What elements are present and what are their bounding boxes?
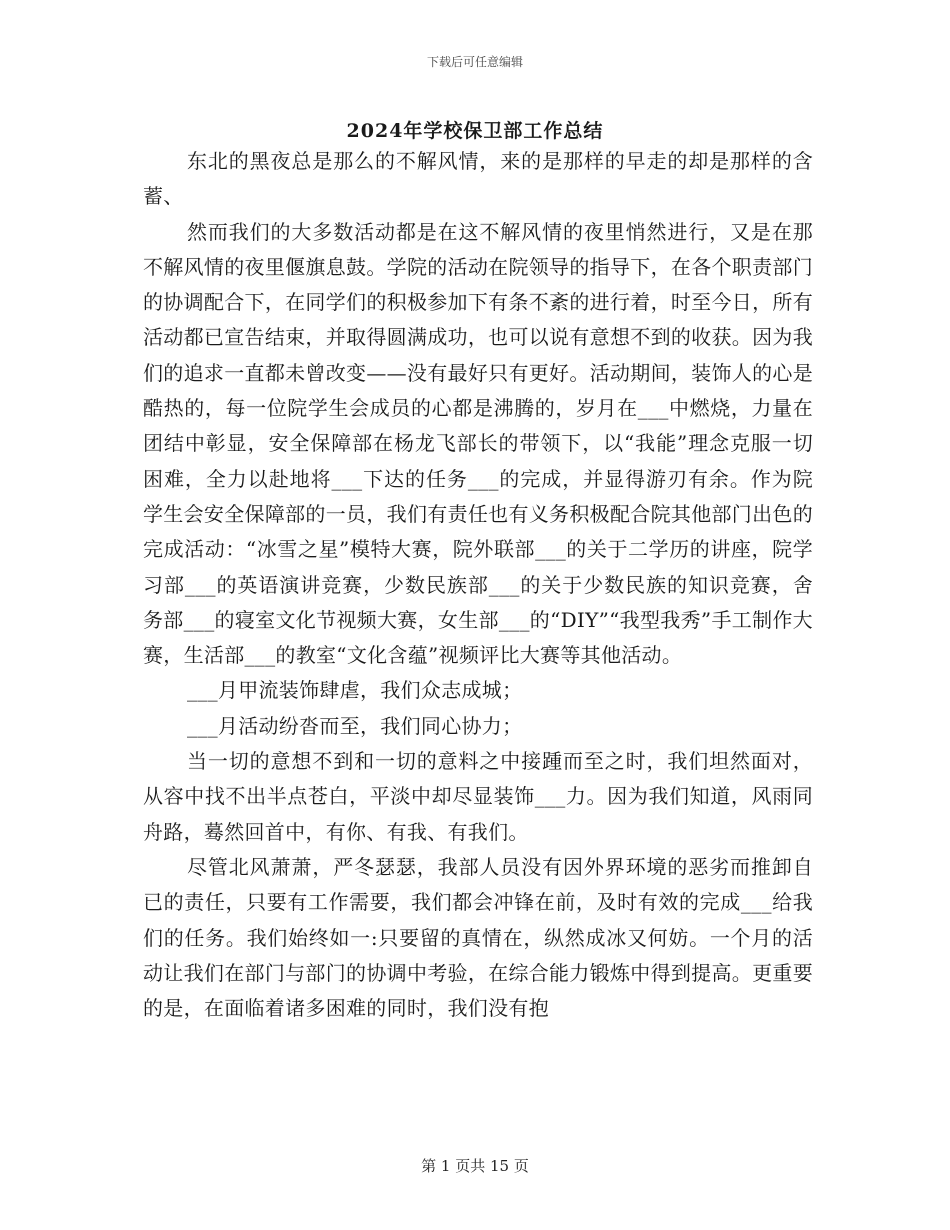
document-body <box>143 144 813 1026</box>
paragraph-activities: 然而我们的大多数活动都是在这不解风情的夜里悄然进行，又是在那不解风情的夜里偃旗息鼓。学院的活动在院领导的指导下，在各个职责部门的协调配合下，在同学们的积极参加下有条不紊的进行着，时至今日，所有活动都已宣告结束，并取得圆满成功，也可以说有意想不到的收获。因为我们的追求一直都未曾改变——没有最好只有更好。活动期间，装饰人的心是酷热的，每一位院学生会成员的心都是沸腾的，岁月在___中燃烧，力量在团结中彰显，安全保障部在杨龙飞部长的带领下，以“我能”理念克服一切困难，全力以赴地将___下达的任务___的完成，并显得游刃有余。作为院学生会安全保障部的一员，我们有责任也有义务积极配合院其他部门出色的完成活动：“冰雪之星”模特大赛，院外联部___的关于二学历的讲座，院学习部___的英语演讲竞赛，少数民族部___的关于少数民族的知识竞赛，舍务部___的寝室文化节视频大赛，女生部___的“DIY”“我型我秀”手工制作大赛，生活部___的教室“文化含蕴”视频评比大赛等其他活动。 <box>143 219 813 668</box>
paragraph-month-activities: ___月活动纷沓而至，我们同心协力； <box>187 713 523 738</box>
paragraph-intro: 东北的黑夜总是那么的不解风情，来的是那样的早走的却是那样的含蓄、 <box>143 149 813 209</box>
paragraph-duty: 尽管北风萧萧，严冬瑟瑟，我部人员没有因外界环境的恶劣而推卸自已的责任，只要有工作需要，我们都会冲锋在前，及时有效的完成___给我们的任务。我们始终如一:只要留的真情在，纵然成冰又何妨。一个月的活动让我们在部门与部门的协调中考验，在综合能力锻炼中得到提高。更重要的是，在面临着诸多困难的同时，我们没有抱 <box>143 854 813 1021</box>
paragraph-composure: 当一切的意想不到和一切的意料之中接踵而至之时，我们坦然面对，从容中找不出半点苍白，平淡中却尽显装饰___力。因为我们知道，风雨同舟路，蓦然回首中，有你、有我、有我们。 <box>143 749 813 844</box>
page-header-note: 下载后可任意编辑 <box>426 55 523 69</box>
page-number: 第 1 页共 15 页 <box>421 1157 529 1175</box>
paragraph-month-flu: ___月甲流装饰肆虐，我们众志成城； <box>187 678 523 703</box>
document-title: 2024年学校保卫部工作总结 <box>346 120 604 142</box>
